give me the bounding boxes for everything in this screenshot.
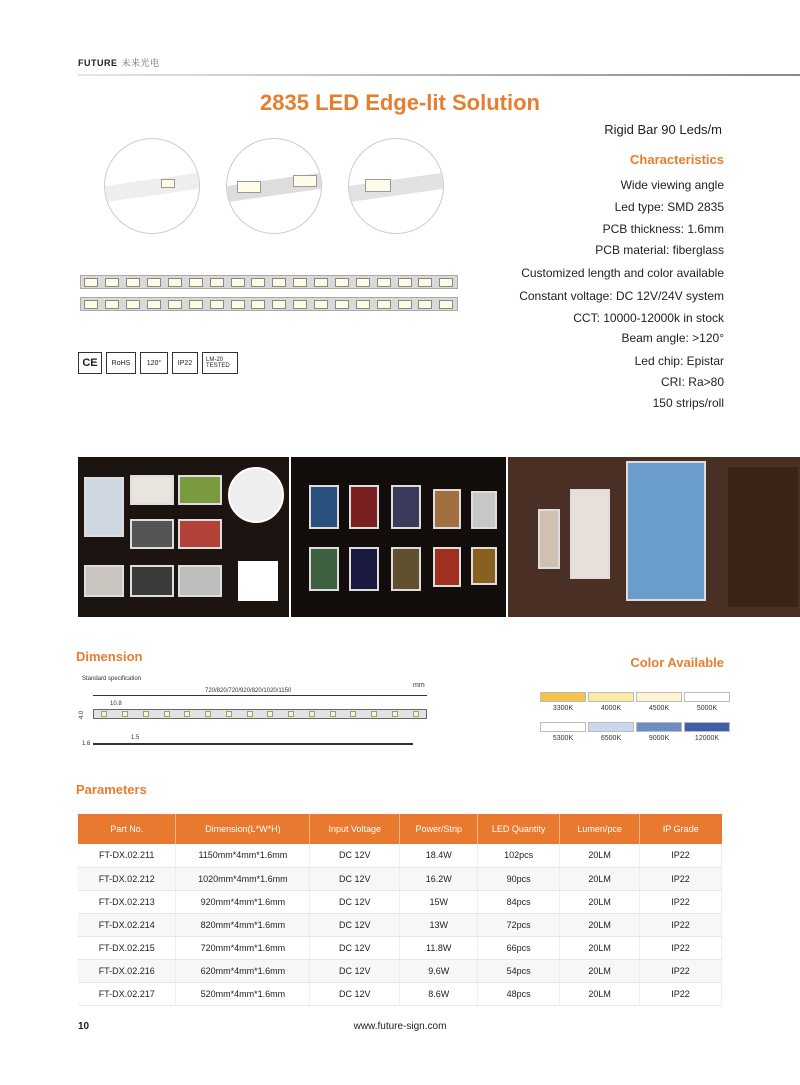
column-header: Lumen/pce (560, 814, 640, 844)
closeup-image-3 (348, 138, 444, 234)
dimension-strip-drawing (93, 709, 427, 719)
column-header: Dimension(L*W*H) (176, 814, 310, 844)
color-swatch: 9000K (636, 722, 682, 742)
table-row: FT-DX.02.215 720mm*4mm*1.6mm DC 12V 11.8W 66pcs 20LM IP22 (78, 936, 722, 959)
brand-name-cn: 未来光电 (121, 58, 160, 68)
color-available-heading: Color Available (630, 655, 724, 670)
product-subtitle: Rigid Bar 90 Leds/m (604, 122, 722, 137)
brand-name: FUTURE (78, 58, 118, 68)
dimension-pitch: 10.8 (110, 701, 122, 707)
table-row: FT-DX.02.214 820mm*4mm*1.6mm DC 12V 13W 72pcs 20LM IP22 (78, 913, 722, 936)
column-header: Part No. (78, 814, 176, 844)
color-swatch: 6500K (588, 722, 634, 742)
dimension-side-view (93, 743, 413, 745)
color-swatch: 5000K (684, 692, 730, 712)
application-photos (78, 457, 800, 617)
spec-item: CCT: 10000-12000k in stock (573, 311, 724, 325)
color-swatch: 12000K (684, 722, 730, 742)
color-swatch: 4500K (636, 692, 682, 712)
column-header: Input Voltage (310, 814, 400, 844)
color-swatch: 4000K (588, 692, 634, 712)
brand-logo (78, 56, 160, 69)
spec-item: PCB thickness: 1.6mm (602, 222, 724, 236)
header-divider (78, 74, 800, 76)
led-bar-image-2 (80, 297, 458, 311)
ce-icon: CE (78, 352, 102, 374)
color-swatch-row-2 (540, 722, 730, 742)
table-row: FT-DX.02.212 1020mm*4mm*1.6mm DC 12V 16.2W 90pcs 20LM IP22 (78, 867, 722, 890)
led-bar-image-1 (80, 275, 458, 289)
application-photo-1 (78, 457, 289, 617)
closeup-image-1 (104, 138, 200, 234)
dimension-chip-height: 1.5 (131, 735, 140, 741)
spec-item: Constant voltage: DC 12V/24V system (519, 289, 724, 303)
spec-item: Led type: SMD 2835 (614, 200, 724, 214)
table-header-row (78, 814, 722, 844)
spec-item: 150 strips/roll (652, 396, 724, 410)
spec-item: PCB material: fiberglass (595, 243, 724, 257)
spec-item: Led chip: Epistar (634, 354, 724, 368)
table-row: FT-DX.02.211 1150mm*4mm*1.6mm DC 12V 18.4W 102pcs 20LM IP22 (78, 844, 722, 867)
color-swatch: 3300K (540, 692, 586, 712)
table-row: FT-DX.02.216 620mm*4mm*1.6mm DC 12V 9.6W 54pcs 20LM IP22 (78, 959, 722, 982)
dimension-thickness: 1.6 (82, 741, 91, 747)
parameters-heading: Parameters (76, 782, 147, 797)
column-header: IP Grade (640, 814, 722, 844)
column-header: Power/Strip (400, 814, 478, 844)
spec-item: CRI: Ra>80 (660, 375, 724, 389)
ip-rating-icon: IP22 (172, 352, 198, 374)
dimension-width: 4.0 (79, 710, 86, 720)
spec-item: Customized length and color available (521, 266, 724, 280)
application-photo-2 (291, 457, 505, 617)
footer-url: www.future-sign.com (353, 1021, 447, 1032)
color-swatch: 5300K (540, 722, 586, 742)
dimension-standard-label: Standard specification (82, 676, 142, 682)
parameters-table (78, 814, 722, 1006)
spec-item: Beam angle: >120° (621, 331, 724, 345)
column-header: LED Quantity (478, 814, 560, 844)
dimension-heading: Dimension (76, 649, 143, 664)
certification-icons (78, 352, 238, 374)
dimension-length-line (93, 695, 427, 696)
lm20-icon: LM-20 TESTED (202, 352, 238, 374)
page-number: 10 (78, 1021, 90, 1032)
table-row: FT-DX.02.217 520mm*4mm*1.6mm DC 12V 8.6W 48pcs 20LM IP22 (78, 982, 722, 1005)
characteristics-heading: Characteristics (630, 152, 724, 167)
spec-item: Wide viewing angle (620, 178, 724, 192)
dimension-unit: mm (413, 682, 425, 689)
rohs-icon: RoHS (106, 352, 136, 374)
application-photo-3 (508, 457, 800, 617)
closeup-image-2 (226, 138, 322, 234)
beam-angle-icon: 120° (140, 352, 168, 374)
color-swatch-row-1 (540, 692, 730, 712)
page-title: 2835 LED Edge-lit Solution (260, 90, 540, 115)
dimension-lengths: 720/820/720/920/820/1020/1150 (205, 688, 292, 694)
table-row: FT-DX.02.213 920mm*4mm*1.6mm DC 12V 15W 84pcs 20LM IP22 (78, 890, 722, 913)
